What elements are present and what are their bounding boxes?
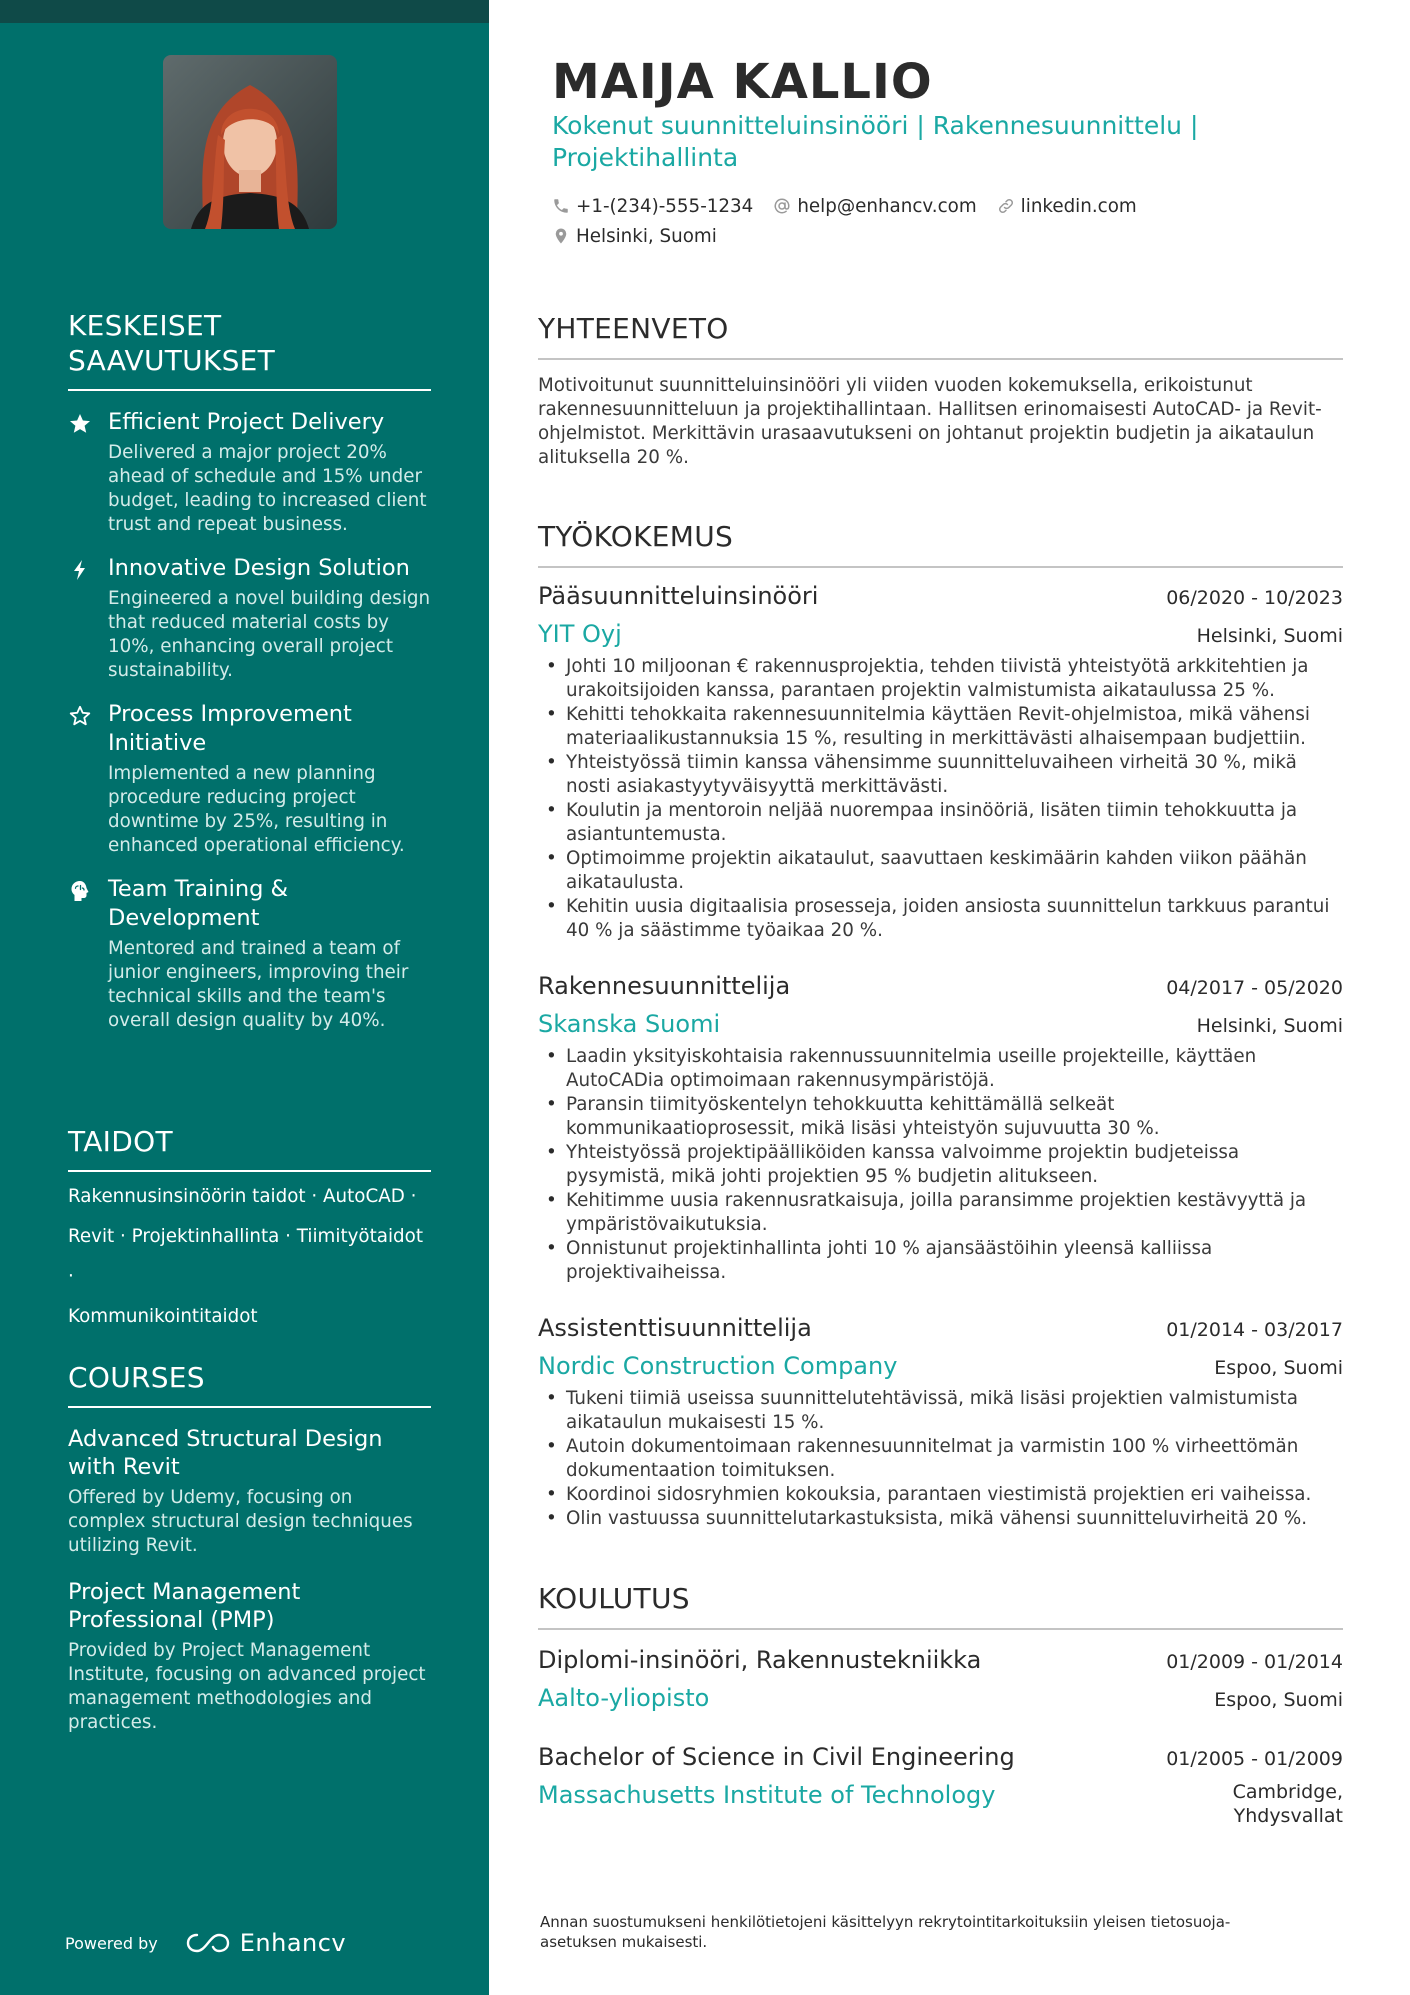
school-location-line2: Yhdysvallat [1233,1805,1343,1827]
job-bullets [538,1045,1343,1285]
job-bullet: • Autoin dokumentoimaan rakennesuunnitelmat ja varmistin 100 % virheettömän dokumentaation toimituksen. [538,1435,1343,1483]
lightning-icon [68,558,92,582]
job-company: Skanska Suomi [538,1010,721,1038]
education-entry [538,1644,1343,1713]
achievement-description: Mentored and trained a team of junior engineers, improving their technical skills and the team's overall design quality by 40%. [108,938,409,1031]
job-title: Pääsuunnitteluinsinööri [538,582,819,610]
job-bullets [538,655,1343,943]
school-location-line1: Cambridge, [1232,1781,1343,1803]
job-bullet: • Koordinoi sidosryhmien kokouksia, parantaen viestimistä projektien eri vaiheissa. [538,1483,1343,1507]
job-entry [538,1312,1343,1531]
skills-line: Revit · Projektinhallinta · Tiimityötaidot · [68,1226,424,1287]
headline [552,110,1232,174]
headline-line1: Kokenut suunnitteluinsinööri | Rakennesuunnittelu | [552,111,1199,140]
achievement-item [68,700,431,858]
skills-line: Kommunikointitaidot [68,1306,258,1327]
degree-title: Diplomi-insinööri, Rakennustekniikka [538,1646,982,1674]
job-entry [538,580,1343,943]
job-dates: 04/2017 - 05/2020 [1166,977,1343,999]
headline-line2: Projektihallinta [552,143,739,172]
summary-text: Motivoitunut suunnitteluinsinööri yli viiden vuoden kokemuksella, erikoistunut rakennesuunnitteluun ja projektihallintaan. Hallitsen erinomaisesti AutoCAD- ja Revit-ohjelmistot. Merkittävin urasaavutukseni on johtanut projektin budjetin ja aikataulun alituksella 20 %. [538,375,1322,468]
sidebar [0,0,489,1995]
job-bullet: • Yhteistyössä projektipäälliköiden kanssa valvoimme projektin budjeteissa pysymistä, mikä johti projektien 95 % budjetin alitukseen. [538,1141,1343,1189]
education-dates: 01/2009 - 01/2014 [1166,1651,1343,1673]
job-bullet: • Johti 10 miljoonan € rakennusprojektia, tehden tiivistä yhteistyötä arkkitehtien ja urakoitsijoiden kanssa, parantaen projektin valmistumista aikataulussa 25 %. [538,655,1343,703]
skills-line: Rakennusinsinöörin taidot · AutoCAD · [68,1186,417,1207]
job-title: Rakennesuunnittelija [538,972,791,1000]
school-name: Massachusetts Institute of Technology [538,1781,996,1809]
email-text: help@enhancv.com [797,195,977,217]
education-entry [538,1741,1343,1828]
brain-icon [68,879,92,903]
phone-icon [552,197,570,215]
gdpr-consent: Annan suostumukseni henkilötietojeni käsittelyyn rekrytointitarkoituksiin yleisen tietosuoja-asetuksen mukaisesti. [540,1913,1231,1951]
contact-info [552,193,1332,253]
profile-photo [163,55,337,229]
link-icon [997,197,1015,215]
enhancv-logo-icon [186,1932,230,1954]
achievement-item [68,554,431,683]
job-title: Assistenttisuunnittelija [538,1314,812,1342]
achievement-title: Innovative Design Solution [108,555,410,581]
job-bullet: • Koulutin ja mentoroin neljää nuorempaa insinööriä, lisäten tiimin tehokkuutta ja asiantuntemusta. [538,799,1343,847]
linkedin-contact[interactable] [997,196,1137,217]
job-bullet: • Yhteistyössä tiimin kanssa vähensimme suunnitteluvaiheen virheitä 30 %, mikä nosti asiakastyytyväisyyttä merkittävästi. [538,751,1343,799]
achievement-title: Team Training & Development [108,876,289,931]
enhancv-brand-name: Enhancv [239,1929,347,1957]
location-text: Helsinki, Suomi [576,225,717,247]
course-item [68,1425,431,1558]
course-description: Provided by Project Management Institute, focusing on advanced project management methodologies and practices. [68,1640,426,1733]
job-bullet: • Kehitin uusia digitaalisia prosesseja, joiden ansiosta suunnittelun tarkkuus parantui 40 % ja säästimme työaikaa 20 %. [538,895,1343,943]
sidebar-top-bar [0,0,489,23]
experience-heading: TYÖKOKEMUS [538,520,1343,568]
phone-contact[interactable] [552,196,753,217]
job-location: Espoo, Suomi [1214,1357,1343,1379]
skills-section [68,1124,431,1337]
enhancv-logo[interactable] [186,1929,346,1957]
job-company: Nordic Construction Company [538,1352,898,1380]
course-title: Project Management Professional (PMP) [68,1579,301,1633]
education-dates: 01/2005 - 01/2009 [1166,1748,1343,1770]
school-name: Aalto-yliopisto [538,1684,710,1712]
school-location: Espoo, Suomi [1214,1689,1343,1711]
courses-heading: COURSES [68,1360,431,1408]
achievements-section [68,308,431,1033]
achievement-title: Process Improvement Initiative [108,701,352,756]
job-bullet: • Laadin yksityiskohtaisia rakennussuunnitelmia useille projekteille, käyttäen AutoCADia optimoimaan rakennusympäristöjä. [538,1045,1343,1093]
job-dates: 01/2014 - 03/2017 [1166,1319,1343,1341]
course-item [68,1578,431,1735]
email-contact[interactable] [773,196,976,217]
job-company: YIT Oyj [538,620,622,648]
location-contact [552,226,717,247]
achievements-heading-line2: SAAVUTUKSET [68,344,276,377]
job-entry [538,970,1343,1285]
job-bullet: • Kehitimme uusia rakennusratkaisuja, joilla paransimme projektien kestävyyttä ja ympäristövaikutuksia. [538,1189,1343,1237]
achievement-description: Implemented a new planning procedure reducing project downtime by 25%, resulting in enhanced operational efficiency. [108,763,405,856]
job-bullet: • Optimoimme projektin aikataulut, saavuttaen keskimäärin kahden viikon päähän aikataulusta. [538,847,1343,895]
job-bullet: • Onnistunut projektinhallinta johti 10 % ajansäästöihin yleensä kalliissa projektivaiheissa. [538,1237,1343,1285]
degree-title: Bachelor of Science in Civil Engineering [538,1743,1015,1771]
course-title: Advanced Structural Design with Revit [68,1426,383,1480]
achievements-heading [68,308,431,391]
job-bullet: • Tukeni tiimiä useissa suunnittelutehtävissä, mikä lisäsi projektien valmistumista aikataulun mukaisesti 15 %. [538,1387,1343,1435]
course-description: Offered by Udemy, focusing on complex structural design techniques utilizing Revit. [68,1487,413,1556]
skills-heading: TAIDOT [68,1124,431,1172]
achievement-description: Engineered a novel building design that reduced material costs by 10%, enhancing overall project sustainability. [108,588,431,681]
star-outline-icon [68,704,92,728]
achievement-title: Efficient Project Delivery [108,409,385,435]
powered-by-label: Powered by [65,1933,158,1953]
location-pin-icon [552,227,570,245]
powered-by [65,1929,346,1957]
at-icon [773,197,791,215]
job-bullet: • Paransin tiimityöskentelyn tehokkuutta kehittämällä selkeät kommunikaatioprosessit, mikä lisäsi yhteistyön sujuvuutta 30 %. [538,1093,1343,1141]
job-bullet: • Kehitti tehokkaita rakennesuunnitelmia käyttäen Revit-ohjelmistoa, mikä vähensi materiaalikustannuksia 15 %, resulting in merkittävästi alhaisempaan budjettiin. [538,703,1343,751]
courses-section [68,1360,431,1735]
star-icon [68,412,92,436]
job-dates: 06/2020 - 10/2023 [1166,587,1343,609]
education-heading: KOULUTUS [538,1582,1343,1630]
linkedin-text: linkedin.com [1020,195,1137,217]
job-bullets [538,1387,1343,1531]
phone-text: +1-(234)-555-1234 [576,195,754,217]
achievements-heading-line1: KESKEISET [68,309,222,342]
achievement-item [68,875,431,1033]
job-location: Helsinki, Suomi [1196,625,1343,647]
candidate-name: MAIJA KALLIO [552,54,933,110]
summary-heading: YHTEENVETO [538,312,1343,360]
job-bullet: • Olin vastuussa suunnittelutarkastuksista, mikä vähensi suunnitteluvirheitä 20 %. [538,1507,1343,1531]
achievement-item [68,408,431,537]
job-location: Helsinki, Suomi [1196,1015,1343,1037]
school-location [1233,1780,1343,1828]
achievement-description: Delivered a major project 20% ahead of schedule and 15% under budget, leading to increased client trust and repeat business. [108,442,427,535]
